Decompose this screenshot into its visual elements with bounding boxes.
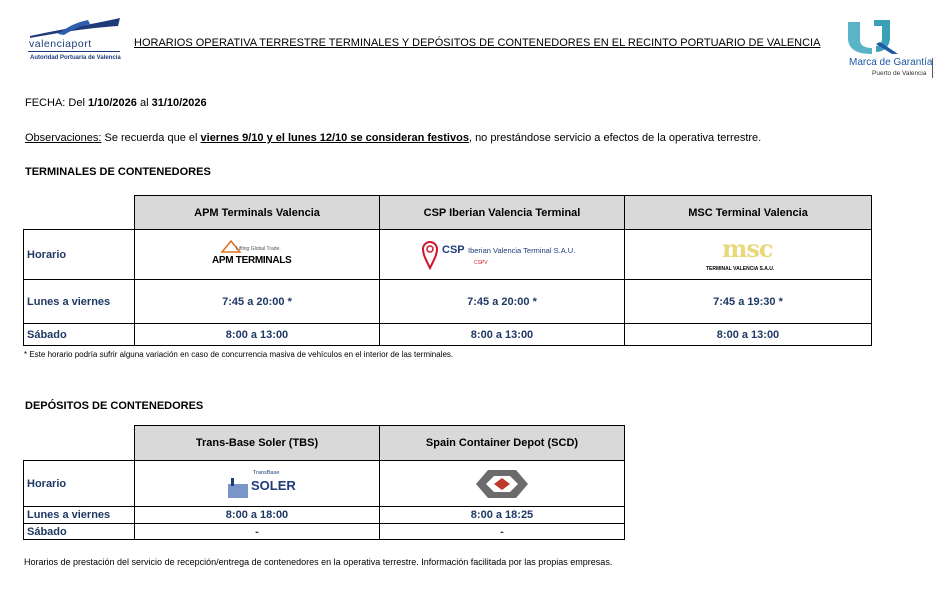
msc-logo-sub: TERMINAL VALENCIA S.A.U. [706, 265, 775, 272]
scd-logo-cell [380, 461, 625, 507]
apm-saturday-hours: 8:00 a 13:00 [135, 324, 380, 346]
tbs-crane-icon [227, 476, 249, 498]
valenciaport-wave-icon [28, 16, 124, 40]
depots-row-label-weekdays: Lunes a viernes [24, 507, 135, 524]
apm-terminals-logo [212, 240, 302, 270]
csp-pin-icon [422, 240, 438, 270]
csp-logo-wordmark: CSP [442, 243, 465, 256]
fecha-line [25, 97, 207, 109]
valenciaport-logo-subtitle: Autoridad Portuaria de Valencia [30, 55, 121, 61]
apm-logo-cell [135, 230, 380, 280]
depots-corner [24, 426, 135, 461]
scd-saturday-hours: - [380, 524, 625, 540]
msc-logo [706, 233, 790, 274]
observaciones-pre: Se recuerda que el [101, 132, 201, 144]
tbs-soler-logo [227, 468, 296, 500]
csp-logo-cell [380, 230, 625, 280]
valenciaport-logo-word: valenciaport [29, 38, 92, 50]
marca-garantia-subtext: Puerto de Valencia [872, 70, 927, 77]
marca-garantia-logo [840, 18, 938, 80]
msc-saturday-hours: 8:00 a 13:00 [625, 324, 872, 346]
observaciones-festivos: viernes 9/10 y el lunes 12/10 se consideran festivos [200, 132, 469, 144]
footer-note: Horarios de prestación del servicio de recepción/entrega de contenedores en la operativa terrestre. Información facilitada por las propias empresas. [24, 557, 613, 567]
depots-row-label-saturday: Sábado [24, 524, 135, 540]
observaciones-post: , no prestándose servicio a efectos de la operativa terrestre. [468, 132, 762, 144]
fecha-from: 1/10/2026 [87, 97, 137, 109]
depots-table [23, 425, 625, 540]
scd-diamond-icon [474, 468, 530, 500]
marca-garantia-q-icon [846, 18, 906, 56]
csp-saturday-hours: 8:00 a 13:00 [380, 324, 625, 346]
row-label-horario: Horario [24, 230, 135, 280]
col-header-csp: CSP Iberian Valencia Terminal [380, 196, 625, 230]
fecha-label: FECHA: Del [25, 97, 88, 109]
valenciaport-logo [28, 16, 124, 66]
fecha-mid: al [136, 97, 152, 109]
terminals-section-title: TERMINALES DE CONTENEDORES [25, 166, 211, 178]
col-header-scd: Spain Container Depot (SCD) [380, 426, 625, 461]
apm-logo-wordmark: APM TERMINALS [212, 254, 292, 266]
tbs-saturday-hours: - [135, 524, 380, 540]
terminals-table [23, 195, 872, 346]
terminals-footnote: * Este horario podría sufrir alguna variación en caso de concurrencia masiva de vehículos en el interior de las terminales. [24, 350, 454, 359]
tbs-weekdays-hours: 8:00 a 18:00 [135, 507, 380, 524]
apm-logo-tagline: Lifting Global Trade. [236, 245, 281, 252]
msc-logo-cell [625, 230, 872, 280]
marca-garantia-text: Marca de Garantía [849, 57, 933, 68]
csp-logo-text: Iberian Valencia Terminal S.A.U. [468, 245, 576, 255]
col-header-apm: APM Terminals Valencia [135, 196, 380, 230]
apm-weekdays-hours: 7:45 a 20:00 * [135, 280, 380, 324]
csp-weekdays-hours: 7:45 a 20:00 * [380, 280, 625, 324]
row-label-weekdays: Lunes a viernes [24, 280, 135, 324]
msc-logo-wordmark: msc [722, 233, 773, 263]
page-title: HORARIOS OPERATIVA TERRESTRE TERMINALES Y DEPÓSITOS DE CONTENEDORES EN EL RECINTO PORTUARIO DE VALENCIA [134, 37, 821, 49]
csp-logo-sub: CSPV [474, 259, 488, 266]
tbs-logo-cell [135, 461, 380, 507]
terminals-corner [24, 196, 135, 230]
tbs-logo-top: TransBase [253, 469, 280, 476]
depots-section-title: DEPÓSITOS DE CONTENEDORES [25, 400, 204, 412]
col-header-tbs: Trans-Base Soler (TBS) [135, 426, 380, 461]
scd-weekdays-hours: 8:00 a 18:25 [380, 507, 625, 524]
scd-logo [474, 468, 530, 500]
csp-logo [422, 238, 582, 272]
tbs-logo-wordmark: SOLER [251, 477, 296, 493]
row-label-saturday: Sábado [24, 324, 135, 346]
fecha-to: 31/10/2026 [151, 97, 207, 109]
observaciones-line [25, 132, 761, 144]
msc-weekdays-hours: 7:45 a 19:30 * [625, 280, 872, 324]
observaciones-label: Observaciones: [25, 132, 102, 144]
col-header-msc: MSC Terminal Valencia [625, 196, 872, 230]
depots-row-label-horario: Horario [24, 461, 135, 507]
